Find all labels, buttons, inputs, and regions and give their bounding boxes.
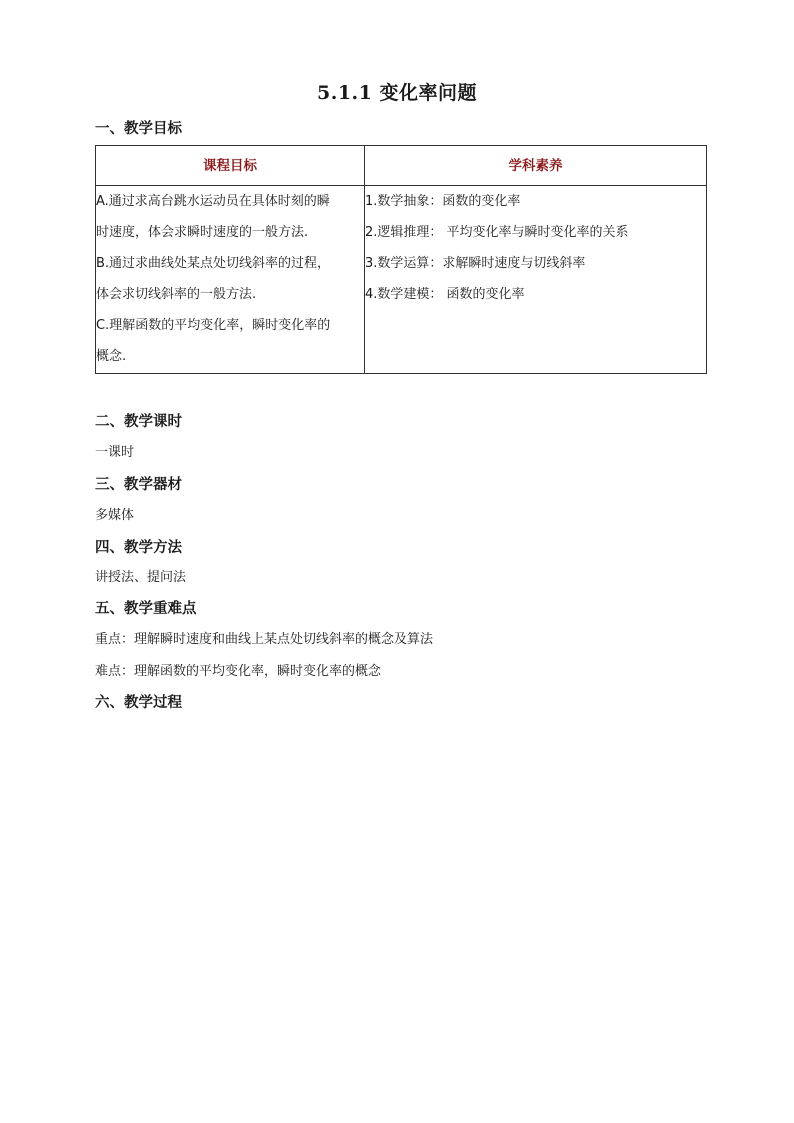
table-header-row <box>96 146 707 186</box>
teaching-equipment-text: 多媒体 <box>95 508 135 523</box>
section-heading-teaching-equipment: 三、教学器材 <box>95 477 182 493</box>
section-heading-teaching-hours: 二、教学课时 <box>95 414 182 430</box>
goals-table <box>95 145 707 374</box>
subject-literacy-cell <box>365 186 707 374</box>
section-heading-teaching-process: 六、教学过程 <box>95 695 182 711</box>
course-goals-cell <box>96 186 365 374</box>
literacy-item: 1.数学抽象：函数的变化率 <box>365 194 521 209</box>
course-goal-line: 体会求切线斜率的一般方法. <box>96 287 257 302</box>
section-heading-teaching-method: 四、教学方法 <box>95 540 182 556</box>
difficulty-text: 难点：理解函数的平均变化率，瞬时变化率的概念 <box>95 664 382 679</box>
table-row <box>96 186 707 374</box>
course-goal-line: B.通过求曲线处某点处切线斜率的过程， <box>96 256 331 271</box>
table-header-course-goals: 课程目标 <box>96 146 365 186</box>
teaching-method-text: 讲授法、提问法 <box>95 570 187 585</box>
course-goal-line: 时速度，体会求瞬时速度的一般方法. <box>96 225 309 240</box>
literacy-item: 3.数学运算：求解瞬时速度与切线斜率 <box>365 256 586 271</box>
course-goal-line: C.理解函数的平均变化率，瞬时变化率的 <box>96 318 331 333</box>
section-heading-teaching-goals: 一、教学目标 <box>95 121 182 137</box>
course-goal-line: A.通过求高台跳水运动员在具体时刻的瞬 <box>96 194 330 209</box>
document-title: 5.1.1 变化率问题 <box>316 82 477 104</box>
table-header-subject-literacy: 学科素养 <box>365 146 707 186</box>
literacy-item: 2.逻辑推理： 平均变化率与瞬时变化率的关系 <box>365 225 629 240</box>
section-heading-key-difficult-points: 五、教学重难点 <box>95 601 197 617</box>
teaching-hours-text: 一课时 <box>95 445 135 460</box>
key-point-text: 重点：理解瞬时速度和曲线上某点处切线斜率的概念及算法 <box>95 632 434 647</box>
course-goal-line: 概念. <box>96 349 127 364</box>
literacy-item: 4.数学建模： 函数的变化率 <box>365 287 525 302</box>
